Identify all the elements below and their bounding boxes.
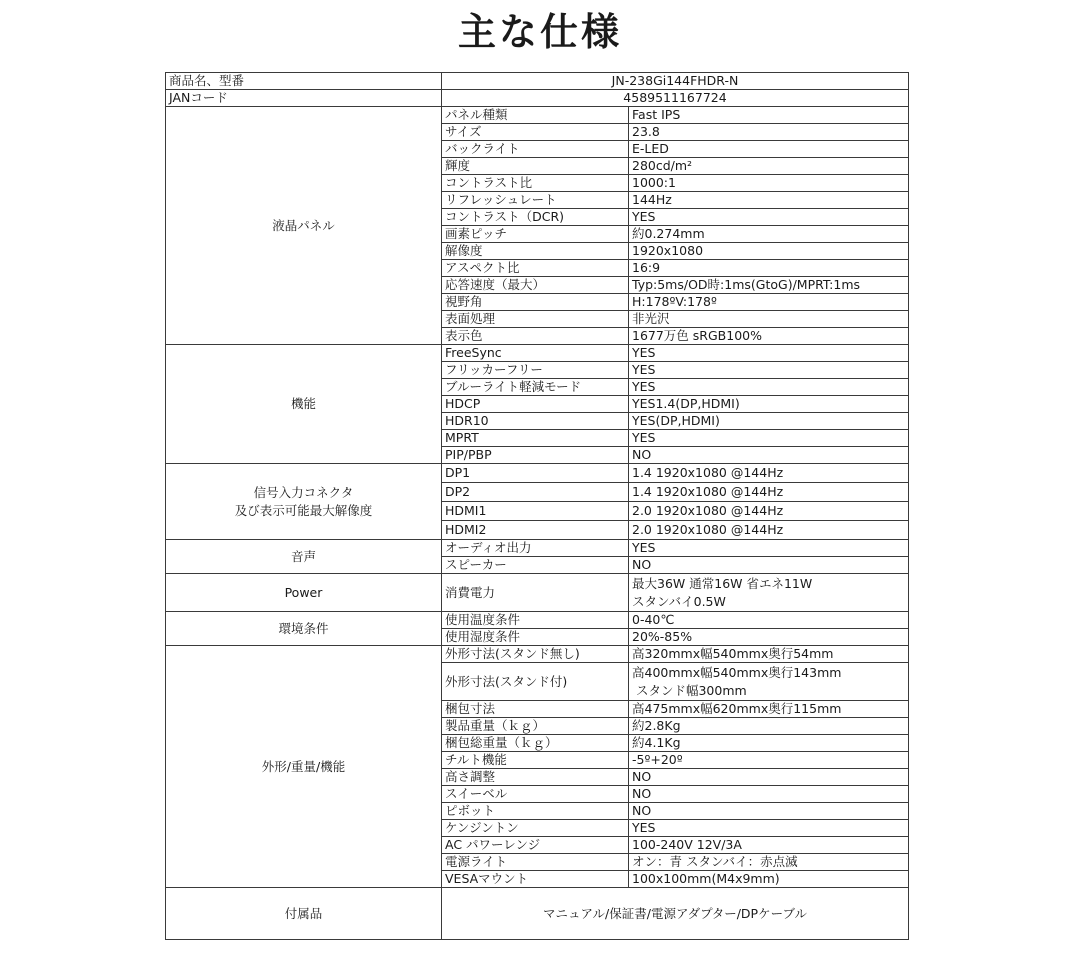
spec-row	[166, 540, 909, 557]
spec-value: 280cd/m²	[629, 158, 909, 175]
category-line: 信号入力コネクタ	[253, 484, 354, 500]
spec-value: Typ:5ms/OD時:1ms(GtoG)/MPRT:1ms	[629, 277, 909, 294]
spec-label: FreeSync	[442, 345, 629, 362]
spec-label: HDCP	[442, 396, 629, 413]
spec-value: -5º+20º	[629, 752, 909, 769]
spec-row	[166, 345, 909, 362]
spec-label: HDMI1	[442, 502, 629, 521]
header-label: 商品名、型番	[166, 73, 442, 90]
value-line: スタンバイ0.5W	[632, 593, 726, 609]
spec-label: バックライト	[442, 141, 629, 158]
category-cell: Power	[166, 574, 442, 612]
value-line: 最大36W 通常16W 省エネ11W	[632, 575, 813, 591]
spec-label: DP2	[442, 483, 629, 502]
spec-value: 144Hz	[629, 192, 909, 209]
spec-label: サイズ	[442, 124, 629, 141]
spec-label: 消費電力	[442, 574, 629, 612]
spec-label: DP1	[442, 464, 629, 483]
spec-value: 23.8	[629, 124, 909, 141]
spec-label: アスペクト比	[442, 260, 629, 277]
spec-row	[166, 646, 909, 663]
spec-value: E-LED	[629, 141, 909, 158]
value-line: スタンド幅300mm	[632, 682, 747, 698]
spec-value: Fast IPS	[629, 107, 909, 124]
spec-value	[629, 574, 909, 612]
spec-value: YES	[629, 345, 909, 362]
spec-row	[166, 464, 909, 483]
category-cell	[166, 464, 442, 540]
spec-value: 0-40℃	[629, 612, 909, 629]
spec-label: MPRT	[442, 430, 629, 447]
spec-value: 20%-85%	[629, 629, 909, 646]
spec-label: ピボット	[442, 803, 629, 820]
spec-label: スピーカー	[442, 557, 629, 574]
spec-value: YES	[629, 820, 909, 837]
header-row	[166, 73, 909, 90]
spec-value: 2.0 1920x1080 @144Hz	[629, 521, 909, 540]
header-row	[166, 90, 909, 107]
spec-label: HDR10	[442, 413, 629, 430]
spec-value: YES	[629, 540, 909, 557]
category-cell: 機能	[166, 345, 442, 464]
spec-label: 表示色	[442, 328, 629, 345]
spec-value: NO	[629, 557, 909, 574]
spec-label: VESAマウント	[442, 871, 629, 888]
spec-row	[166, 574, 909, 612]
category-cell: 外形/重量/機能	[166, 646, 442, 888]
spec-value: YES1.4(DP,HDMI)	[629, 396, 909, 413]
spec-label: 製品重量（ｋｇ）	[442, 718, 629, 735]
spec-value: NO	[629, 769, 909, 786]
category-cell: 音声	[166, 540, 442, 574]
spec-row	[166, 107, 909, 124]
spec-label: 画素ピッチ	[442, 226, 629, 243]
spec-value: 約2.8Kg	[629, 718, 909, 735]
spec-value: 1.4 1920x1080 @144Hz	[629, 483, 909, 502]
accessories-value: マニュアル/保証書/電源アダプター/DPケーブル	[442, 888, 909, 940]
spec-label: 使用温度条件	[442, 612, 629, 629]
spec-value: YES	[629, 209, 909, 226]
spec-label: オーディオ出力	[442, 540, 629, 557]
spec-label: 表面処理	[442, 311, 629, 328]
spec-value: H:178ºV:178º	[629, 294, 909, 311]
spec-label: チルト機能	[442, 752, 629, 769]
spec-row	[166, 612, 909, 629]
spec-label: 高さ調整	[442, 769, 629, 786]
spec-value: NO	[629, 786, 909, 803]
header-value: 4589511167724	[442, 90, 909, 107]
accessories-row	[166, 888, 909, 940]
spec-value: 高320mmx幅540mmx奥行54mm	[629, 646, 909, 663]
spec-label: HDMI2	[442, 521, 629, 540]
spec-value: YES	[629, 362, 909, 379]
header-value: JN-238Gi144FHDR-N	[442, 73, 909, 90]
spec-value: YES	[629, 430, 909, 447]
spec-value: 1.4 1920x1080 @144Hz	[629, 464, 909, 483]
spec-value: 2.0 1920x1080 @144Hz	[629, 502, 909, 521]
accessories-label: 付属品	[166, 888, 442, 940]
spec-label: パネル種類	[442, 107, 629, 124]
header-label: JANコード	[166, 90, 442, 107]
spec-value: 非光沢	[629, 311, 909, 328]
spec-value: 高475mmx幅620mmx奥行115mm	[629, 701, 909, 718]
spec-label: 解像度	[442, 243, 629, 260]
spec-value: 100x100mm(M4x9mm)	[629, 871, 909, 888]
spec-table	[165, 72, 909, 940]
spec-label: リフレッシュレート	[442, 192, 629, 209]
spec-value: 約0.274mm	[629, 226, 909, 243]
spec-value: NO	[629, 803, 909, 820]
spec-label: 外形寸法(スタンド付)	[442, 663, 629, 701]
spec-label: コントラスト（DCR)	[442, 209, 629, 226]
spec-label: 外形寸法(スタンド無し)	[442, 646, 629, 663]
spec-value: YES	[629, 379, 909, 396]
spec-value: YES(DP,HDMI)	[629, 413, 909, 430]
spec-label: 輝度	[442, 158, 629, 175]
spec-label: スイーベル	[442, 786, 629, 803]
category-cell: 液晶パネル	[166, 107, 442, 345]
spec-value: 1677万色 sRGB100%	[629, 328, 909, 345]
spec-label: ブルーライト軽減モード	[442, 379, 629, 396]
spec-label: フリッカーフリー	[442, 362, 629, 379]
spec-label: 応答速度（最大）	[442, 277, 629, 294]
spec-label: 梱包総重量（ｋｇ）	[442, 735, 629, 752]
spec-value: 約4.1Kg	[629, 735, 909, 752]
category-line: 及び表示可能最大解像度	[234, 502, 373, 518]
spec-value: 16:9	[629, 260, 909, 277]
spec-label: コントラスト比	[442, 175, 629, 192]
spec-value	[629, 663, 909, 701]
spec-label: 電源ライト	[442, 854, 629, 871]
spec-value: NO	[629, 447, 909, 464]
spec-label: 使用湿度条件	[442, 629, 629, 646]
spec-value: オン：青 スタンバイ：赤点滅	[629, 854, 909, 871]
spec-label: 梱包寸法	[442, 701, 629, 718]
spec-label: ケンジントン	[442, 820, 629, 837]
spec-label: 視野角	[442, 294, 629, 311]
value-line: 高400mmx幅540mmx奥行143mm	[632, 664, 842, 680]
spec-label: AC パワーレンジ	[442, 837, 629, 854]
page-title: 主な仕様	[457, 10, 622, 54]
spec-value: 100-240V 12V/3A	[629, 837, 909, 854]
spec-value: 1000:1	[629, 175, 909, 192]
spec-value: 1920x1080	[629, 243, 909, 260]
category-cell: 環境条件	[166, 612, 442, 646]
spec-label: PIP/PBP	[442, 447, 629, 464]
